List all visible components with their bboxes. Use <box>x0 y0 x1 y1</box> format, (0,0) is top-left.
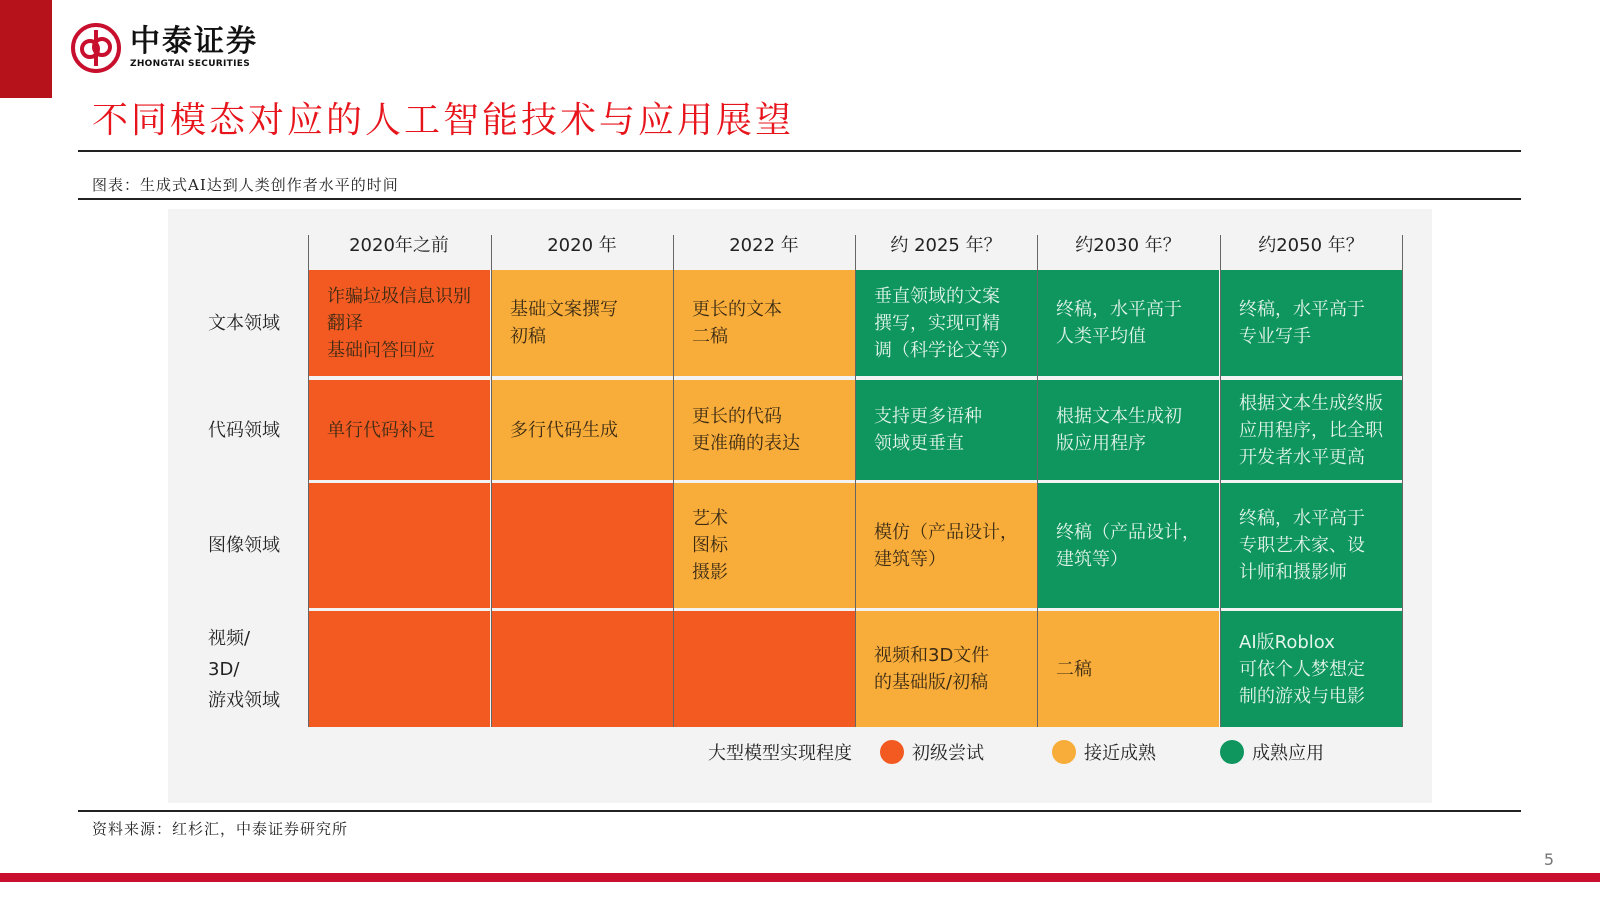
legend-label: 接近成熟 <box>1084 743 1156 764</box>
zhongtai-logo-icon <box>70 22 122 74</box>
row-header <box>208 611 308 727</box>
row-header <box>208 483 308 608</box>
grid-cell <box>1038 483 1219 608</box>
grid-cell <box>492 611 673 727</box>
grid-cell <box>674 270 855 376</box>
logo-chinese-name: 中泰证券 <box>130 24 258 59</box>
green-dot-icon <box>1220 740 1244 764</box>
grid-cell-text: 二稿 <box>1056 658 1092 680</box>
row-header <box>208 270 308 376</box>
grid-cell <box>1221 380 1402 480</box>
grid-cell-text: 更长的代码 更准确的表达 <box>692 406 800 454</box>
grid-cell <box>856 611 1037 727</box>
grid-cell <box>492 483 673 608</box>
grid-cell-text: 更长的文本 二稿 <box>692 299 782 347</box>
corner-accent-bar <box>0 0 52 98</box>
grid-cell-text: 终稿，水平高于 专职艺术家、设 计师和摄影师 <box>1239 508 1365 583</box>
grid-cell-text: 基础文案撰写 初稿 <box>510 299 618 347</box>
grid-cell-text: 模仿（产品设计， 建筑等） <box>874 521 1018 570</box>
grid-cell-text: 终稿，水平高于 专业写手 <box>1239 299 1365 347</box>
grid-cell <box>492 270 673 376</box>
source-note: 资料来源：红杉汇，中泰证券研究所 <box>92 820 349 838</box>
grid-cell-text: AI版Roblox 可依个人梦想定 制的游戏与电影 <box>1239 631 1365 707</box>
grid-cell <box>1038 611 1219 727</box>
column-header: 2020年之前 <box>349 235 449 256</box>
grid-cell-text: 根据文本生成终版 应用程序，比全职 开发者水平更高 <box>1239 392 1383 468</box>
grid-cell <box>309 483 490 608</box>
grid-cell-text: 多行代码生成 <box>510 419 618 441</box>
grid-cell-text: 单行代码补足 <box>327 419 435 441</box>
slide-title: 不同模态对应的人工智能技术与应用展望 <box>92 100 795 141</box>
bottom-accent-bar <box>0 873 1600 882</box>
grid-cell <box>1221 611 1402 727</box>
row-header <box>208 380 308 480</box>
grid-cell-text: 艺术 图标 摄影 <box>692 508 728 583</box>
source-divider <box>78 810 1521 812</box>
row-header-label: 视频/ 3D/ 游戏领域 <box>208 627 280 711</box>
caption-divider <box>78 198 1521 200</box>
grid-cell <box>1038 270 1219 376</box>
grid-cell-text: 终稿，水平高于 人类平均值 <box>1056 299 1182 347</box>
grid-cell <box>1038 380 1219 480</box>
grid-cell <box>309 611 490 727</box>
grid-cell <box>856 270 1037 376</box>
grid-cell <box>1221 270 1402 376</box>
grid-cell <box>674 611 855 727</box>
grid-cell-text: 支持更多语种 领域更垂直 <box>874 406 982 454</box>
grid-cell-text: 根据文本生成初 版应用程序 <box>1056 406 1182 454</box>
company-logo <box>70 22 258 74</box>
column-header: 2022 年 <box>729 235 799 256</box>
orange-dot-icon <box>880 740 904 764</box>
logo-english-name: ZHONGTAI SECURITIES <box>130 59 250 69</box>
legend-item-near-mature <box>1052 737 1156 767</box>
column-header: 约2030 年？ <box>1075 235 1181 256</box>
yellow-dot-icon <box>1052 740 1076 764</box>
grid-cell <box>309 380 490 480</box>
grid-cell <box>674 483 855 608</box>
legend-title: 大型模型实现程度 <box>708 743 852 764</box>
row-header-label: 代码领域 <box>208 419 280 441</box>
legend-item-initial <box>880 737 984 767</box>
grid-cell-text: 视频和3D文件 的基础版/初稿 <box>874 645 990 693</box>
grid-cell-text: 终稿（产品设计， 建筑等） <box>1056 521 1200 570</box>
legend-label: 初级尝试 <box>912 743 984 764</box>
figure-caption: 图表：生成式AI达到人类创作者水平的时间 <box>92 176 399 194</box>
grid-cell-text: 诈骗垃圾信息识别 翻译 基础问答回应 <box>327 285 471 361</box>
legend-label: 成熟应用 <box>1252 743 1324 764</box>
roadmap-figure <box>168 209 1432 803</box>
grid-cell <box>856 380 1037 480</box>
column-header: 约 2025 年？ <box>890 235 1002 256</box>
row-header-label: 图像领域 <box>208 535 280 556</box>
top-divider <box>78 150 1521 152</box>
page-number: 5 <box>1543 850 1554 869</box>
column-separator <box>1402 235 1403 727</box>
column-header: 约2050 年？ <box>1258 235 1364 256</box>
grid-cell <box>492 380 673 480</box>
column-header: 2020 年 <box>547 235 617 256</box>
grid-cell-text: 垂直领域的文案 撰写，实现可精 调（科学论文等） <box>874 285 1018 361</box>
row-header-label: 文本领域 <box>208 312 280 334</box>
legend-item-mature <box>1220 737 1324 767</box>
grid-cell <box>1221 483 1402 608</box>
grid-cell <box>309 270 490 376</box>
grid-cell <box>856 483 1037 608</box>
grid-cell <box>674 380 855 480</box>
